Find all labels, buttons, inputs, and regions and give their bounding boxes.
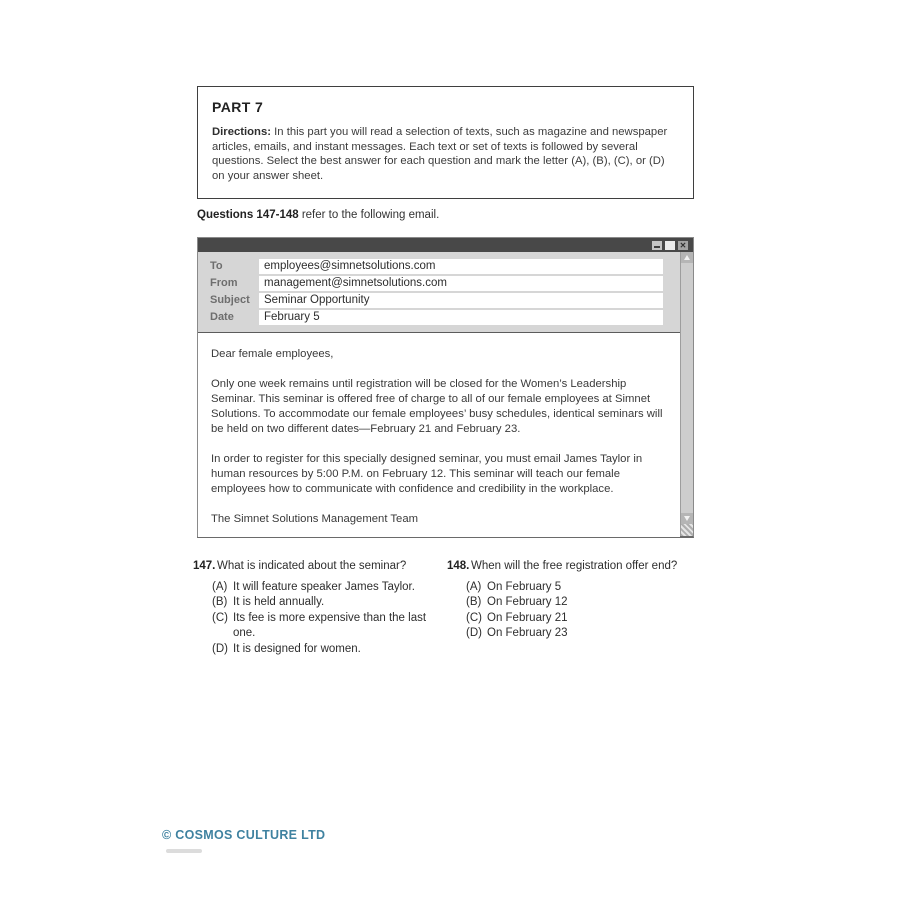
option-letter: (B) xyxy=(466,596,482,609)
question-147-stem xyxy=(193,559,445,573)
scroll-up-button[interactable] xyxy=(681,252,693,263)
option-text: On February 23 xyxy=(487,627,568,640)
option-letter: (A) xyxy=(466,581,482,593)
to-input[interactable]: employees@simnetsolutions.com xyxy=(259,259,663,274)
option-letter: (C) xyxy=(212,611,228,624)
question-147 xyxy=(193,559,445,657)
question-147-option-b xyxy=(212,595,445,610)
date-input[interactable]: February 5 xyxy=(259,310,663,325)
question-147-option-c xyxy=(212,611,445,642)
from-label: From xyxy=(210,277,238,289)
email-header-fields xyxy=(198,252,680,332)
email-paragraph-greeting: Dear female employees, xyxy=(211,348,334,360)
questions-reference-rest: refer to the following email. xyxy=(298,209,440,221)
email-body xyxy=(198,332,680,537)
scrollbar-track[interactable] xyxy=(681,263,693,513)
question-148-option-c xyxy=(466,611,695,626)
option-text: On February 21 xyxy=(487,611,568,624)
question-148-option-b xyxy=(466,595,695,610)
option-text: On February 5 xyxy=(487,581,562,593)
directions-text xyxy=(212,125,680,184)
subject-input[interactable]: Seminar Opportunity xyxy=(259,293,663,308)
email-window-content xyxy=(198,252,693,536)
question-147-option-a xyxy=(212,580,445,595)
triangle-down-icon xyxy=(684,516,690,521)
email-field-row-from xyxy=(210,276,663,291)
option-text: On February 12 xyxy=(487,596,568,609)
question-147-text: What is indicated about the seminar? xyxy=(217,560,407,572)
question-147-option-d xyxy=(212,642,445,657)
maximize-button[interactable] xyxy=(665,241,675,250)
close-button[interactable]: ✕ xyxy=(679,240,687,250)
copyright-footer: © COSMOS CULTURE LTD xyxy=(162,828,326,842)
date-label: Date xyxy=(210,311,234,323)
email-window-titlebar xyxy=(198,238,693,252)
question-148-text: When will the free registration offer end? xyxy=(471,560,678,572)
part-title: PART 7 xyxy=(212,99,264,115)
question-148-options xyxy=(447,580,695,642)
triangle-up-icon xyxy=(684,255,690,260)
part7-directions-box xyxy=(197,86,694,199)
email-scrollbar[interactable] xyxy=(680,252,693,536)
footer-smudge-artifact xyxy=(166,849,202,853)
option-letter: (D) xyxy=(212,642,228,655)
question-148-option-a xyxy=(466,580,695,595)
option-text: It is held annually. xyxy=(233,596,325,609)
email-paragraph-signature: The Simnet Solutions Management Team xyxy=(211,513,419,525)
scroll-down-button[interactable] xyxy=(681,513,693,524)
resize-grip[interactable] xyxy=(681,524,693,536)
question-148-number: 148. xyxy=(447,560,470,572)
subject-label: Subject xyxy=(210,294,250,306)
questions-reference-line xyxy=(197,209,439,221)
option-text: It is designed for women. xyxy=(233,642,361,655)
question-147-options xyxy=(193,580,445,657)
option-letter: (D) xyxy=(466,627,482,640)
question-147-number: 147. xyxy=(193,560,216,572)
question-148 xyxy=(447,559,695,642)
email-field-row-date xyxy=(210,310,663,325)
directions-label: Directions: xyxy=(212,126,272,138)
option-letter: (A) xyxy=(212,581,228,593)
question-148-stem xyxy=(447,559,695,573)
option-letter: (C) xyxy=(466,611,482,624)
email-field-row-to xyxy=(210,259,663,274)
from-input[interactable]: management@simnetsolutions.com xyxy=(259,276,663,291)
directions-body: In this part you will read a selection of texts, such as magazine and newspaper articles, emails, and instant messages. Each text or set of texts is followed by several questions. Select the best answer for each question and mark the letter (A), (B), (C), or (D) on your answer sheet. xyxy=(212,126,668,183)
email-main-column xyxy=(198,252,680,536)
option-text: Its fee is more expensive than the last one. xyxy=(233,611,427,640)
option-letter: (B) xyxy=(212,596,228,609)
questions-range: Questions 147-148 xyxy=(197,209,299,221)
email-paragraph-2: In order to register for this specially designed seminar, you must email James Taylor in human resources by 5:00 P.M. on February 12. This seminar will teach our female employees how to communicate with confidence and credibility in the workplace. xyxy=(211,453,643,495)
to-label: To xyxy=(210,260,223,272)
email-window xyxy=(197,237,694,538)
minimize-button[interactable] xyxy=(652,241,662,250)
question-148-option-d xyxy=(466,626,695,641)
minimize-icon xyxy=(654,246,660,248)
email-paragraph-1: Only one week remains until registration will be closed for the Women’s Leadership Seminar. This seminar is offered free of charge to all of our female employees at Simnet Solutions. To accommodate our female employees’ busy schedules, identical seminars will be held on two different dates—February 21 and February 23. xyxy=(211,378,663,435)
option-text: It will feature speaker James Taylor. xyxy=(233,581,415,593)
email-field-row-subject xyxy=(210,293,663,308)
